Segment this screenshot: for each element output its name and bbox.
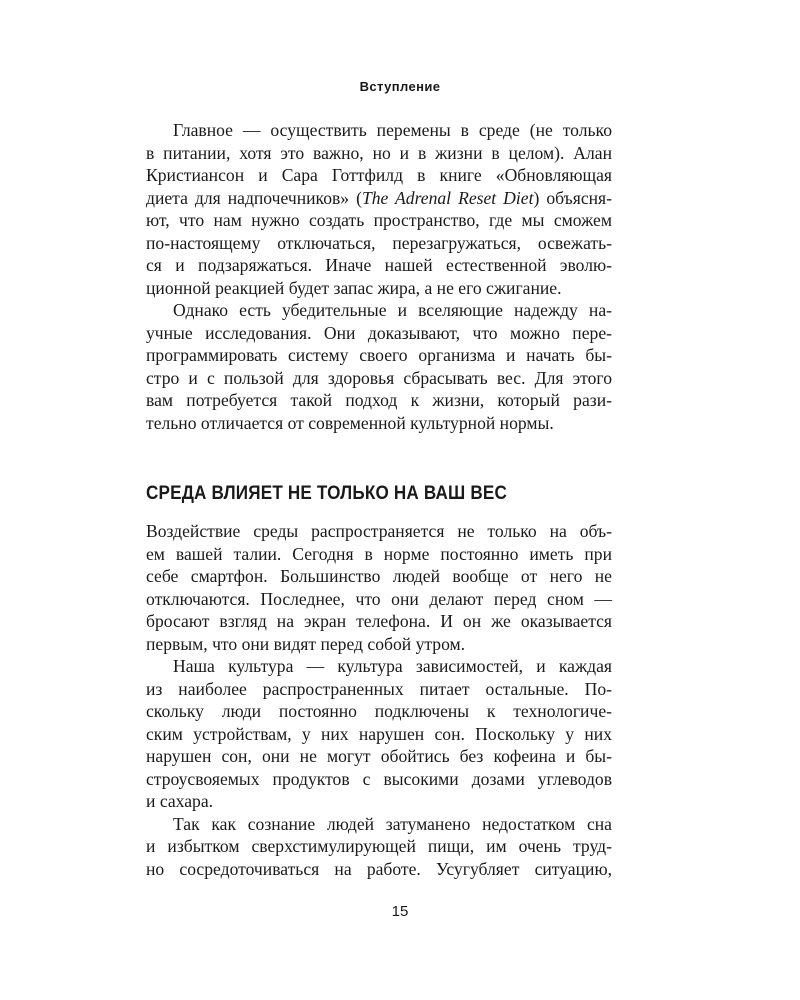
book-title-italic: The Adrenal Reset Diet: [361, 187, 534, 208]
paragraph: [146, 655, 612, 813]
paragraph: [146, 119, 612, 299]
text-line: но сосредоточиваться на работе. Усугубляет ситуацию,: [146, 858, 612, 879]
paragraph: [146, 813, 612, 881]
text-line: Так как сознание людей затуманено недостатком сна: [173, 813, 612, 834]
text-line: ют, что нам нужно создать пространство, где мы сможем: [146, 210, 612, 230]
text-line: и избытком сверхстимулирующей пищи, им очень труд-: [146, 836, 612, 856]
text-line: вам потребуется такой подход к жизни, который рази-: [146, 390, 612, 410]
text-line: стро и с пользой для здоровья сбрасывать вес. Для этого: [146, 367, 612, 388]
text-line: ционной реакцией будет запас жира, а не его сжигание.: [146, 277, 562, 298]
text-line: отключаются. Последнее, что они делают перед сном —: [146, 588, 612, 609]
text-line: из наиболее распространенных питает остальные. По-: [146, 678, 612, 699]
text-line: скольку люди постоянно подключены к технологиче-: [146, 701, 612, 721]
text-line: в питании, хотя это важно, но и в жизни в целом). Алан: [146, 142, 612, 163]
text-segment: ) объясня-: [533, 187, 613, 208]
text-line: Главное — осуществить перемены в среде (не только: [173, 120, 612, 140]
text-line: ем вашей талии. Сегодня в норме постоянно иметь при: [146, 543, 612, 564]
paragraph: [146, 520, 612, 655]
text-line: нарушен сон, они не могут обойтись без кофеина и бы-: [146, 746, 612, 766]
section-heading: СРЕДА ВЛИЯЕТ НЕ ТОЛЬКО НА ВАШ ВЕС: [146, 483, 508, 504]
section-text: [146, 520, 612, 880]
text-line: программировать систему своего организма и начать бы-: [146, 345, 612, 365]
text-line: [146, 187, 612, 210]
text-line: строусвояемых продуктов с высокими дозами углеводов: [146, 768, 612, 789]
running-head: Вступление: [359, 79, 441, 94]
text-line: себе смартфон. Большинство людей вообще от него не: [146, 566, 612, 586]
text-line: по-настоящему отключаться, перезагружаться, освежать-: [146, 232, 612, 253]
text-line: Однако есть убедительные и вселяющие надежду на-: [173, 300, 612, 320]
text-line: учные исследования. Они доказывают, что можно пере-: [146, 322, 612, 343]
paragraph: [146, 299, 612, 434]
text-line: ся и подзаряжаться. Иначе нашей естественной эволю-: [146, 255, 612, 275]
text-line: Наша культура — культура зависимостей, и каждая: [173, 656, 612, 676]
text-segment: диета для надпочечников» (: [146, 187, 362, 208]
intro-text: [146, 119, 612, 434]
text-line: бросают взгляд на экран телефона. И он же оказывается: [146, 611, 612, 631]
text-line: Кристиансон и Сара Готтфилд в книге «Обновляющая: [146, 165, 612, 185]
text-line: первым, что они видят перед собой утром.: [146, 633, 466, 654]
text-line: Воздействие среды распространяется не только на объ-: [146, 521, 612, 541]
text-line: ским устройствам, у них нарушен сон. Поскольку у них: [146, 723, 612, 744]
page-number: 15: [391, 903, 409, 920]
text-line: тельно отличается от современной культурной нормы.: [146, 412, 554, 433]
text-line: и сахара.: [146, 791, 214, 811]
